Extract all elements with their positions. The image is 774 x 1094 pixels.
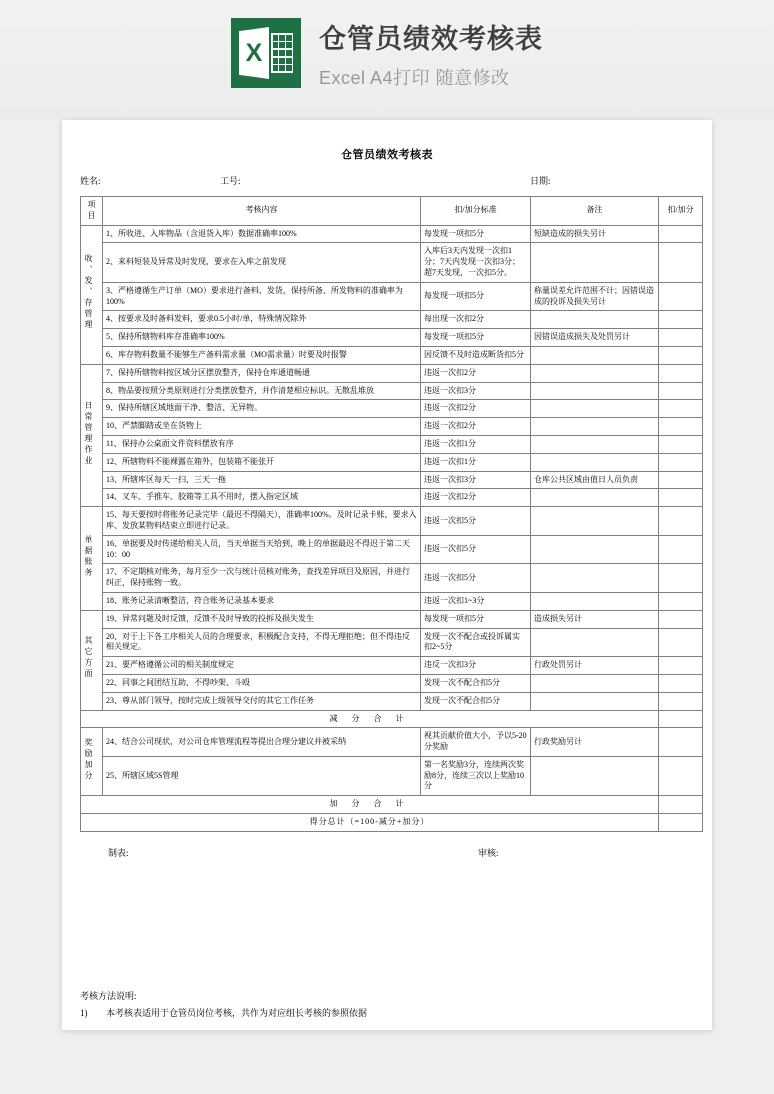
table-row	[81, 453, 703, 471]
column-header-content: 考核内容	[103, 197, 421, 226]
category-label: 奖励加分	[84, 737, 93, 782]
row-remark	[531, 382, 659, 400]
row-score-input[interactable]	[659, 471, 703, 489]
row-content: 12、所辖物料不能裸露在箱外，包装箱不能张开	[103, 453, 421, 471]
table-row	[81, 535, 703, 564]
table-row	[81, 346, 703, 364]
row-remark	[531, 756, 659, 795]
row-content: 21、要严格遵循公司的相关制度规定	[103, 657, 421, 675]
row-score-input[interactable]	[659, 507, 703, 536]
row-remark	[531, 628, 659, 657]
deduction-total-value[interactable]	[659, 710, 703, 728]
row-standard: 违返一次扣1~3分	[421, 592, 531, 610]
row-standard: 每发现一项扣5分	[421, 282, 531, 311]
row-remark	[531, 346, 659, 364]
row-score-input[interactable]	[659, 329, 703, 347]
row-score-input[interactable]	[659, 756, 703, 795]
assessment-method-notes	[80, 988, 680, 1022]
row-score-input[interactable]	[659, 282, 703, 311]
row-score-input[interactable]	[659, 346, 703, 364]
row-standard: 违返一次扣5分	[421, 535, 531, 564]
table-row	[81, 628, 703, 657]
row-standard: 违返一次扣3分	[421, 382, 531, 400]
row-content: 25、所辖区域5S管理	[103, 756, 421, 795]
row-content: 17、不定期核对账务，每月至少一次与统计员核对账务，查找差异项目及原因，并进行纠正，保持账物一致。	[103, 564, 421, 593]
row-content: 5、保持所辖物料库存准确率100%	[103, 329, 421, 347]
table-row	[81, 592, 703, 610]
row-score-input[interactable]	[659, 311, 703, 329]
row-standard: 违返一次扣2分	[421, 489, 531, 507]
category-label: 单据账务	[84, 534, 93, 579]
excel-logo-icon	[231, 18, 301, 88]
row-remark	[531, 418, 659, 436]
row-score-input[interactable]	[659, 364, 703, 382]
row-score-input[interactable]	[659, 400, 703, 418]
table-row	[81, 728, 703, 757]
bonus-total-label: 加 分 合 计	[81, 796, 659, 814]
banner-text-block	[319, 17, 543, 90]
row-remark	[531, 400, 659, 418]
deduction-total-row	[81, 710, 703, 728]
column-header-score: 扣/加分	[659, 197, 703, 226]
banner-content	[231, 17, 543, 90]
row-standard: 发现一次不配合扣5分	[421, 692, 531, 710]
grand-total-value[interactable]	[659, 814, 703, 832]
row-remark	[531, 564, 659, 593]
row-score-input[interactable]	[659, 382, 703, 400]
row-remark	[531, 489, 659, 507]
assessment-table	[80, 196, 703, 832]
row-content: 13、所辖库区每天一扫，三天一拖	[103, 471, 421, 489]
row-score-input[interactable]	[659, 564, 703, 593]
row-remark	[531, 453, 659, 471]
excel-logo-grid-shape	[271, 33, 293, 73]
row-content: 15、每天要按时将账务记录完毕（最迟不得隔天），准确率100%。及时记录卡账，要求入库、发放某物料结束立即进行记录。	[103, 507, 421, 536]
row-score-input[interactable]	[659, 692, 703, 710]
page-banner	[0, 0, 774, 120]
row-standard: 每发现一项扣5分	[421, 610, 531, 628]
row-content: 9、保持所辖区域地面干净、整洁、无异物。	[103, 400, 421, 418]
row-remark	[531, 364, 659, 382]
table-row	[81, 311, 703, 329]
row-standard: 因反馈不及时造成断货扣5分	[421, 346, 531, 364]
row-remark: 短缺造成的损失另计	[531, 225, 659, 243]
row-score-input[interactable]	[659, 225, 703, 243]
checker-label: 审核:	[478, 847, 499, 858]
row-content: 22、同事之间团结互助，不得吵架、斗殴	[103, 674, 421, 692]
table-row	[81, 674, 703, 692]
category-cell	[81, 728, 103, 796]
row-score-input[interactable]	[659, 728, 703, 757]
table-row	[81, 692, 703, 710]
row-remark	[531, 435, 659, 453]
table-row	[81, 329, 703, 347]
row-remark	[531, 243, 659, 282]
category-label: 其它方面	[84, 636, 93, 681]
row-score-input[interactable]	[659, 674, 703, 692]
row-score-input[interactable]	[659, 435, 703, 453]
row-remark: 称量误差允许范围不计；因错误造成的投诉及损失另计	[531, 282, 659, 311]
row-content: 1、所收进、入库物品（含退货入库）数据准确率100%	[103, 225, 421, 243]
row-remark: 仓库公共区域由值日人员负责	[531, 471, 659, 489]
column-header-standard: 扣/加分标准	[421, 197, 531, 226]
table-row	[81, 382, 703, 400]
category-label: 收、发、存管理	[84, 254, 93, 332]
row-remark	[531, 592, 659, 610]
row-remark	[531, 311, 659, 329]
name-label: 姓名:	[80, 176, 101, 186]
notes-item-text: 本考核表适用于仓管员岗位考核，共作为对应组长考核的参照依据	[106, 1008, 368, 1019]
table-header-row	[81, 197, 703, 226]
document-page	[62, 120, 712, 1030]
row-content: 20、对于上下各工序相关人员的合理要求，积极配合支持，不得无理拒绝；但不得违反相关规定。	[103, 628, 421, 657]
row-remark	[531, 535, 659, 564]
column-header-remark: 备注	[531, 197, 659, 226]
category-cell	[81, 507, 103, 611]
row-score-input[interactable]	[659, 628, 703, 657]
notes-item-number: 1)	[80, 1008, 88, 1019]
row-content: 6、库存物料数量不能够生产备料需求量（MO需求量）时要及时报警	[103, 346, 421, 364]
row-score-input[interactable]	[659, 535, 703, 564]
table-row	[81, 756, 703, 795]
row-standard: 发现一次不配合或投诉属实扣2~5分	[421, 628, 531, 657]
row-remark	[531, 507, 659, 536]
row-standard: 违返一次扣2分	[421, 364, 531, 382]
row-standard: 违返一次扣1分	[421, 435, 531, 453]
bonus-total-value[interactable]	[659, 796, 703, 814]
table-row	[81, 418, 703, 436]
row-standard: 发现一次不配合扣5分	[421, 674, 531, 692]
row-score-input[interactable]	[659, 489, 703, 507]
row-standard: 违返一次扣5分	[421, 507, 531, 536]
document-meta-row	[80, 174, 694, 190]
grand-total-row	[81, 814, 703, 832]
table-row	[81, 564, 703, 593]
assessment-table-body	[81, 197, 703, 832]
table-row	[81, 507, 703, 536]
category-cell	[81, 364, 103, 506]
row-content: 8、物品要按照分类原则进行分类摆放整齐，并作清楚相应标识。无散乱堆放	[103, 382, 421, 400]
notes-item	[80, 1005, 680, 1022]
row-content: 2、来料短装及异常及时发现，要求在入库之前发现	[103, 243, 421, 282]
table-row	[81, 471, 703, 489]
category-label: 日常管理作业	[84, 400, 93, 467]
row-score-input[interactable]	[659, 592, 703, 610]
row-score-input[interactable]	[659, 657, 703, 675]
row-content: 23、尊从部门领导，按时完成上级领导交付的其它工作任务	[103, 692, 421, 710]
row-standard: 每发现一项扣5分	[421, 329, 531, 347]
signature-row	[80, 846, 694, 866]
row-standard: 违返一次扣1分	[421, 453, 531, 471]
category-cell	[81, 225, 103, 364]
employee-id-label: 工号:	[220, 176, 241, 186]
notes-heading: 考核方法说明:	[80, 991, 137, 1001]
row-standard: 违返一次扣3分	[421, 471, 531, 489]
row-score-input[interactable]	[659, 418, 703, 436]
row-content: 19、异常问题及时反馈，反馈不及时导致的投拆及损失发生	[103, 610, 421, 628]
row-content: 7、保持所辖物料按区域分区摆放整齐，保持仓库通道畅通	[103, 364, 421, 382]
row-standard: 第一名奖励3分，连续两次奖励8分，连续三次以上奖励10分	[421, 756, 531, 795]
row-content: 16、单据要及时传递给相关人员，当天单据当天给到，晚上的单据最迟不得迟于第二天10：00	[103, 535, 421, 564]
banner-title: 仓管员绩效考核表	[319, 23, 543, 54]
table-row	[81, 657, 703, 675]
row-standard: 每出现一次扣2分	[421, 311, 531, 329]
page-title: 仓管员绩效考核表	[341, 149, 433, 161]
row-remark: 行政奖励另计	[531, 728, 659, 757]
row-remark: 因错误造成损失及处罚另计	[531, 329, 659, 347]
date-label: 日期:	[530, 176, 551, 186]
table-row	[81, 243, 703, 282]
row-remark	[531, 692, 659, 710]
deduction-total-label: 减 分 合 计	[81, 710, 659, 728]
table-row	[81, 435, 703, 453]
row-standard: 视其贡献价值大小，予以5-20分奖励	[421, 728, 531, 757]
row-standard: 每发现一项扣5分	[421, 225, 531, 243]
row-score-input[interactable]	[659, 610, 703, 628]
row-content: 14、叉车、手推车、胶箱等工具不用时，摆入指定区域	[103, 489, 421, 507]
table-row	[81, 282, 703, 311]
row-content: 18、账务记录清晰整洁，符合账务记录基本要求	[103, 592, 421, 610]
table-row	[81, 364, 703, 382]
row-standard: 违反一次扣3分	[421, 657, 531, 675]
row-content: 4、按要求及时备料发料，要求0.5小时/单，特殊情况除外	[103, 311, 421, 329]
bonus-total-row	[81, 796, 703, 814]
maker-label: 制表:	[108, 847, 129, 858]
banner-subtitle: Excel A4打印 随意修改	[319, 67, 510, 88]
category-cell	[81, 610, 103, 710]
row-remark	[531, 674, 659, 692]
row-score-input[interactable]	[659, 243, 703, 282]
row-content: 24、结合公司现状，对公司仓库管理流程等提出合理分建议并被采纳	[103, 728, 421, 757]
row-content: 11、保持办公桌面文件资料摆放有序	[103, 435, 421, 453]
table-row	[81, 400, 703, 418]
table-row	[81, 489, 703, 507]
row-remark: 造成损失另计	[531, 610, 659, 628]
row-content: 10、严禁脚踏或坐在货物上	[103, 418, 421, 436]
row-standard: 违返一次扣2分	[421, 418, 531, 436]
table-row	[81, 610, 703, 628]
row-remark: 行政处罚另计	[531, 657, 659, 675]
grand-total-label: 得分总计（=100-减分+加分）	[81, 814, 659, 832]
table-row	[81, 225, 703, 243]
row-content: 3、严格遵循生产订单（MO）要求进行备料、发货，保持所备、所发物料的准确率为100%	[103, 282, 421, 311]
row-score-input[interactable]	[659, 453, 703, 471]
excel-logo-letter-x: X	[245, 38, 263, 67]
row-standard: 违返一次扣2分	[421, 400, 531, 418]
row-standard: 入库后3天内发现一次扣1分；7天内发现一次扣3分；超7天发现，一次扣5分。	[421, 243, 531, 282]
column-header-category: 项目	[81, 197, 103, 226]
row-standard: 违返一次扣5分	[421, 564, 531, 593]
